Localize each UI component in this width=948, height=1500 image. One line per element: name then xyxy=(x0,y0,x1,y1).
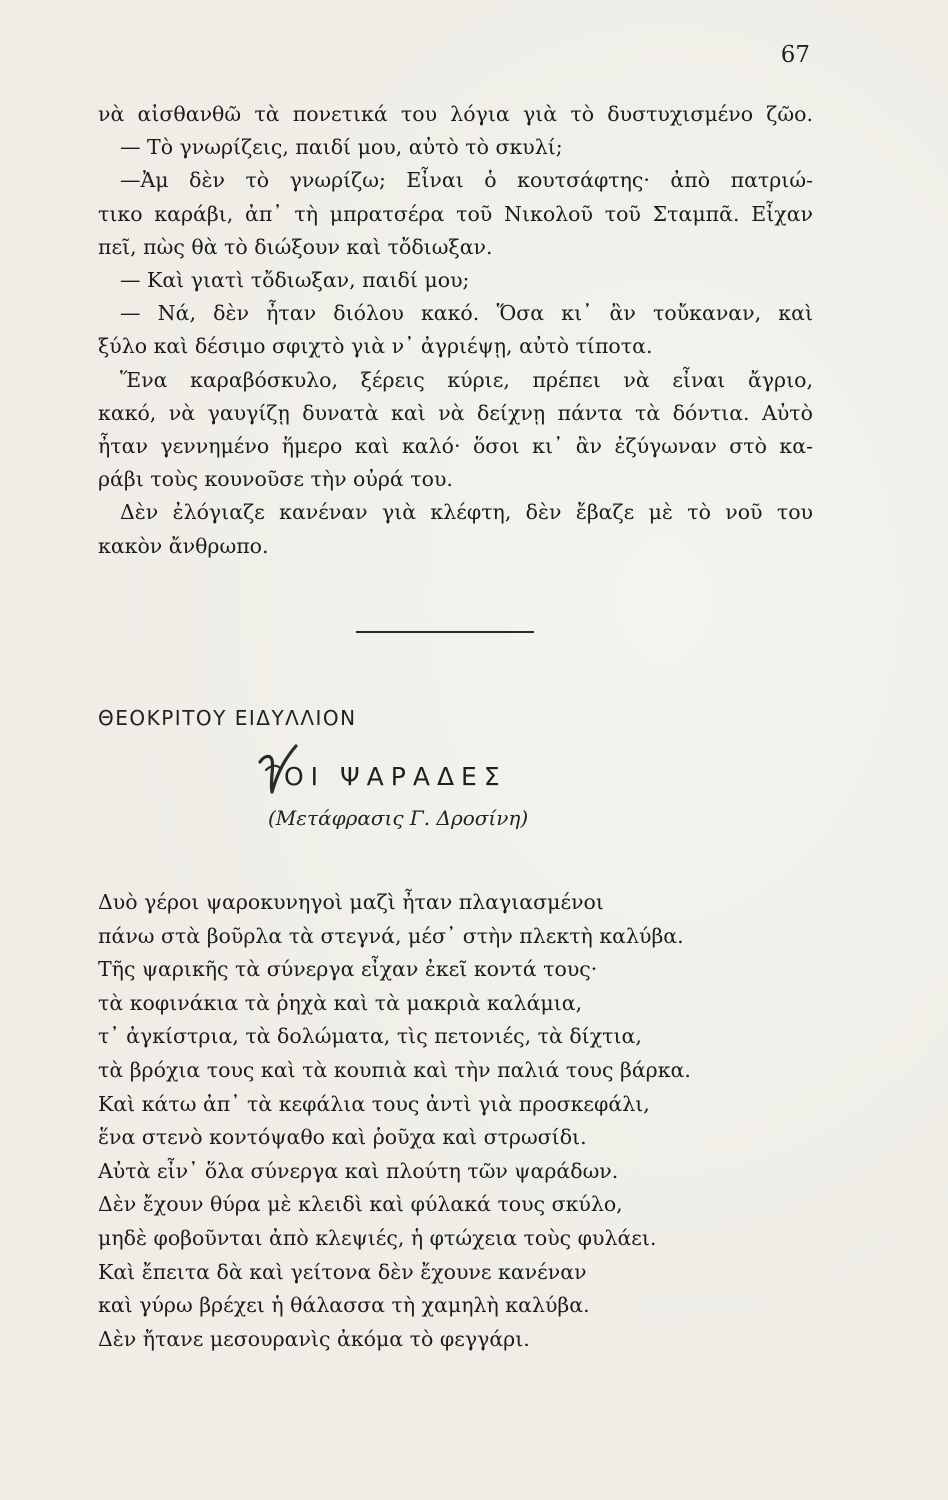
poem-verse: Τῆς ψαρικῆς τὰ σύνεργα εἶχαν ἐκεῖ κοντά τους· xyxy=(98,957,598,982)
poem-verse: Αὐτὰ εἶν᾽ ὅλα σύνεργα καὶ πλούτη τῶν ψαράδων. xyxy=(98,1158,619,1183)
prose-line: νὰ αἰσθανθῶ τὰ πονετικά του λόγια γιὰ τὸ δυστυχισμένο ζῶο. xyxy=(98,102,813,126)
prose-line: ξύλο καὶ δέσιμο σφιχτὸ γιὰ ν᾽ ἀγριέψῃ, αὐτὸ τίποτα. xyxy=(98,334,653,359)
section-divider xyxy=(356,631,534,633)
page-number: 67 xyxy=(780,42,810,68)
poem-verse: τὰ βρόχια τους καὶ τὰ κουπιὰ καὶ τὴν παλιά τους βάρκα. xyxy=(98,1057,691,1082)
prose-line: τικο καράβι, ἀπ᾽ τὴ μπρατσέρα τοῦ Νικολοῦ τοῦ Σταμπᾶ. Εἶχαν xyxy=(98,201,813,226)
poem-block xyxy=(98,886,691,1356)
translator-credit: (Μετάφρασις Γ. Δροσίνη) xyxy=(268,806,529,830)
poem-verse: Δὲν ἤτανε μεσουρανὶς ἀκόμα τὸ φεγγάρι. xyxy=(98,1326,530,1351)
prose-line: κακό, νὰ γαυγίζῃ δυνατὰ καὶ νὰ δείχνῃ πάντα τὰ δόντια. Αὐτὸ xyxy=(98,400,813,425)
prose-line: ἦταν γεννημένο ἥμερο καὶ καλό· ὅσοι κι᾽ ἂν ἐζύγωναν στὸ κα- xyxy=(98,434,813,459)
prose-line: — Καὶ γιατὶ τὄδιωξαν, παιδί μου; xyxy=(120,268,470,293)
poem-verse: Καὶ ἔπειτα δὰ καὶ γείτονα δὲν ἔχουνε κανέναν xyxy=(98,1259,587,1284)
prose-line: κακὸν ἄνθρωπο. xyxy=(98,533,269,558)
prose-line: ράβι τοὺς κουνοῦσε τὴν οὐρά του. xyxy=(98,467,453,492)
prose-line: Δὲν ἐλόγιαζε κανέναν γιὰ κλέφτη, δὲν ἔβαζε μὲ τὸ νοῦ του xyxy=(120,500,813,525)
poem-verse: καὶ γύρω βρέχει ἡ θάλασσα τὴ χαμηλὴ καλύβα. xyxy=(98,1293,590,1318)
prose-block xyxy=(98,98,813,563)
poem-verse: πάνω στὰ βοῦρλα τὰ στεγνά, μέσ᾽ στὴν πλεκτὴ καλύβα. xyxy=(98,923,684,948)
poem-verse: τὰ κοφινάκια τὰ ῥηχὰ καὶ τὰ μακριὰ καλάμια, xyxy=(98,990,583,1015)
poem-verse: τ᾽ ἀγκίστρια, τὰ δολώματα, τὶς πετονιές, τὰ δίχτια, xyxy=(98,1024,642,1049)
section-author: ΘΕΟΚΡΙΤΟΥ ΕΙΔΥΛΛΙΟΝ xyxy=(98,706,357,730)
prose-line: —Ἀμ δὲν τὸ γνωρίζω; Εἶναι ὁ κουτσάφτης· ἀπὸ πατριώ- xyxy=(120,168,813,193)
prose-line: πεῖ, πὼς θὰ τὸ διώξουν καὶ τὄδιωξαν. xyxy=(98,234,493,259)
prose-line: — Νά, δὲν ἦταν διόλου κακό. Ὅσα κι᾽ ἂν τοὔκαναν, καὶ xyxy=(120,301,813,326)
poem-verse: ἕνα στενὸ κοντόψαθο καὶ ῥοῦχα καὶ στρωσίδι. xyxy=(98,1125,587,1150)
poem-verse: μηδὲ φοβοῦνται ἀπὸ κλεψιές, ἡ φτώχεια τοὺς φυλάει. xyxy=(98,1225,657,1250)
poem-verse: Δυὸ γέροι ψαροκυνηγοὶ μαζὶ ἦταν πλαγιασμένοι xyxy=(98,890,604,914)
prose-line: — Τὸ γνωρίζεις, παιδί μου, αὐτὸ τὸ σκυλί; xyxy=(120,135,563,160)
prose-line: Ἕνα καραβόσκυλο, ξέρεις κύριε, πρέπει νὰ εἶναι ἄγριο, xyxy=(120,367,813,392)
poem-verse: Καὶ κάτω ἀπ᾽ τὰ κεφάλια τους ἀντὶ γιὰ προσκεφάλι, xyxy=(98,1091,650,1116)
poem-title: ΟΙ ΨΑΡΑΔΕΣ xyxy=(284,762,507,791)
poem-verse: Δὲν ἔχουν θύρα μὲ κλειδὶ καὶ φύλακά τους σκύλο, xyxy=(98,1192,623,1217)
